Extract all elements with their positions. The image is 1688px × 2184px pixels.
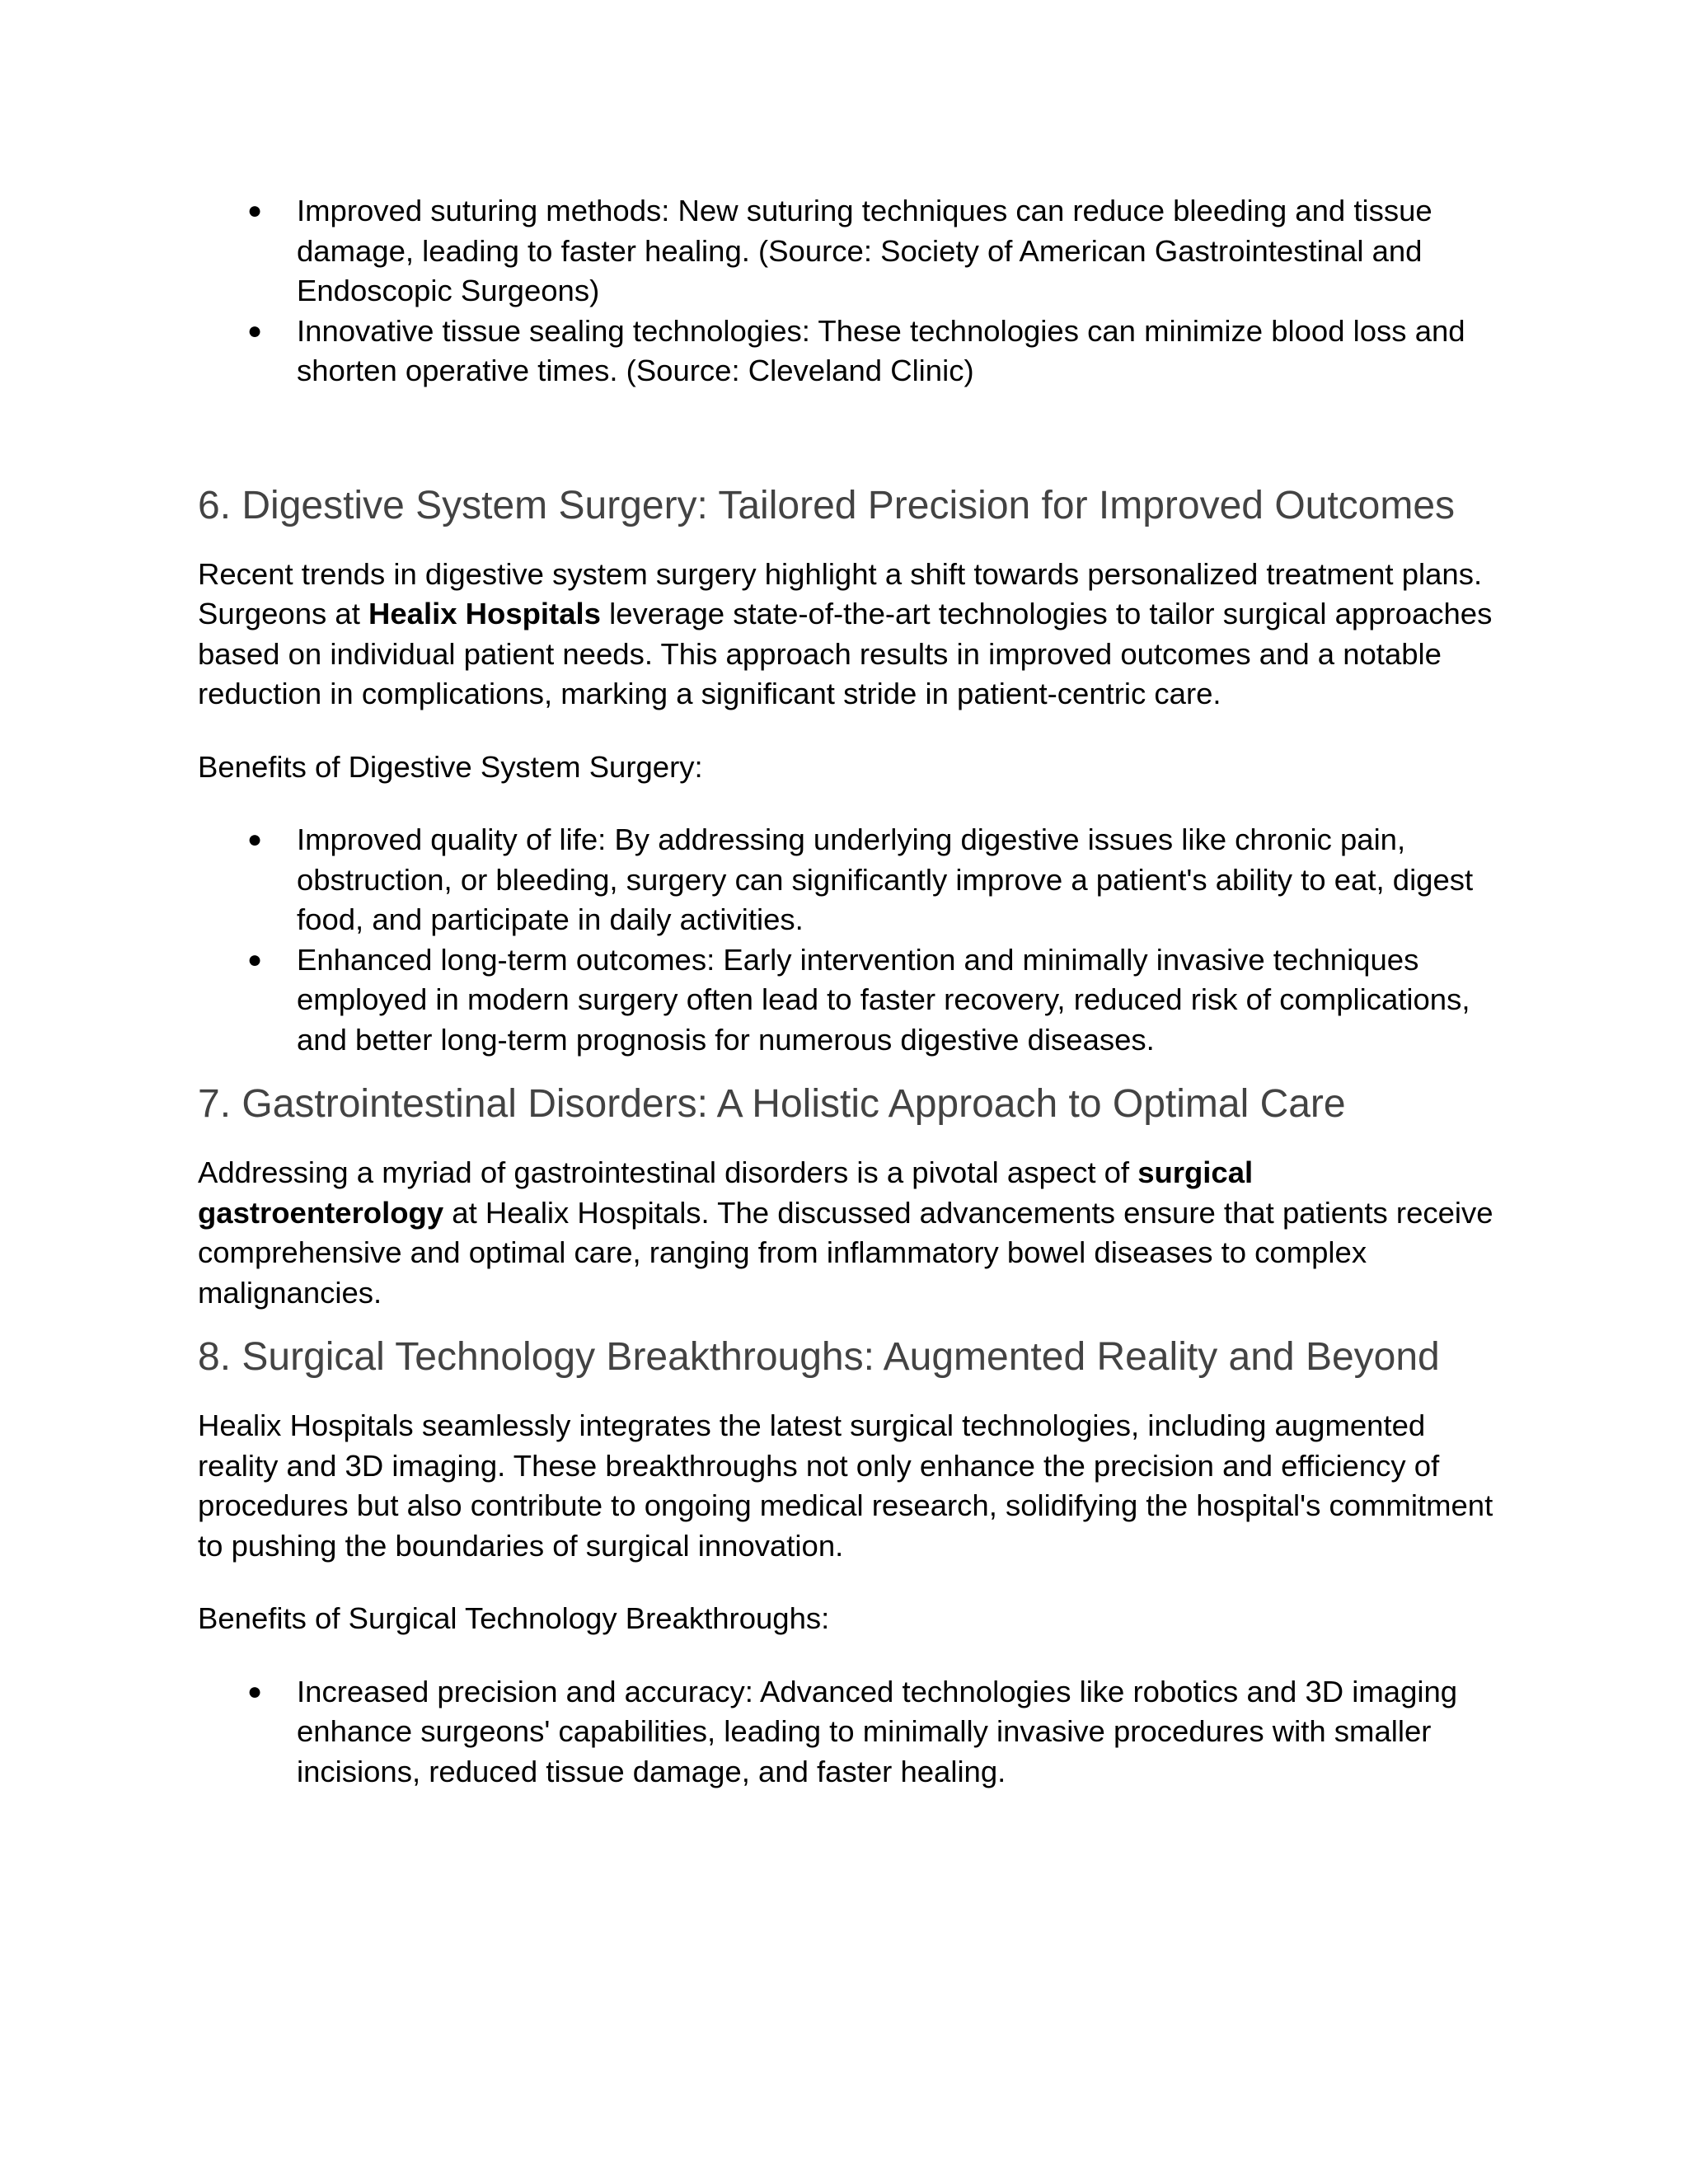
section-7-text-end: at Healix Hospitals. The discussed advancements ensure that patients receive comprehensive and optimal care, ranging from inflammatory bowel diseases to complex malignancies. (198, 1195, 1493, 1310)
bullet-icon: ● (247, 945, 263, 973)
list-item-text: Improved suturing methods: New suturing techniques can reduce bleeding and tissue damage, leading to faster healing. (Source: Society of American Gastrointestinal and Endoscopic Surgeons) (297, 194, 1432, 307)
section-8-bullet-list (198, 1672, 1496, 1793)
list-item (198, 940, 1496, 1061)
section-7-paragraph (198, 1153, 1496, 1313)
section-8-paragraph: Healix Hospitals seamlessly integrates the latest surgical technologies, including augmented reality and 3D imaging. These breakthroughs not only enhance the precision and efficiency of procedures but also contribute to ongoing medical research, solidifying the hospital's commitment to pushing the boundaries of surgical innovation. (198, 1408, 1493, 1563)
list-item-text: Innovative tissue sealing technologies: These technologies can minimize blood loss and shorten operative times. (Source: Cleveland Clinic) (297, 313, 1465, 387)
section-6-benefits-label: Benefits of Digestive System Surgery: (198, 749, 703, 784)
section-8-benefits-label: Benefits of Surgical Technology Breakthroughs: (198, 1601, 830, 1635)
bullet-icon: ● (247, 316, 263, 344)
list-item (198, 191, 1496, 312)
section-6-heading: 6. Digestive System Surgery: Tailored Precision for Improved Outcomes (198, 483, 1456, 527)
section-6-bullet-list (198, 820, 1496, 1060)
list-item-text: Enhanced long-term outcomes: Early intervention and minimally invasive techniques employed in modern surgery often lead to faster recovery, reduced risk of complications, and better long-term prognosis for numerous digestive diseases. (297, 942, 1470, 1057)
page-content (198, 191, 1496, 1792)
list-item-text: Increased precision and accuracy: Advanced technologies like robotics and 3D imaging enhance surgeons' capabilities, leading to minimally invasive procedures with smaller incisions, reduced tissue damage, and faster healing. (297, 1674, 1458, 1788)
list-item (198, 312, 1496, 391)
section-6-text-end: leverage state-of-the-art technologies to tailor surgical approaches based on individual patient needs. This approach results in improved outcomes and a notable reduction in complications, marking a significant stride in patient-centric care. (198, 597, 1493, 710)
healix-hospitals-bold: Healix Hospitals (368, 597, 601, 630)
section-7-heading: 7. Gastrointestinal Disorders: A Holistic Approach to Optimal Care (198, 1082, 1346, 1126)
section-6-text-start: Recent trends in digestive system surgery highlight a shift towards personalized treatment plans. Surgeons at (198, 556, 1483, 630)
list-item (198, 1672, 1496, 1793)
bullet-icon: ● (247, 826, 263, 853)
section-8-heading: 8. Surgical Technology Breakthroughs: Augmented Reality and Beyond (198, 1335, 1440, 1379)
top-bullet-list (198, 191, 1496, 391)
surgical-gastroenterology-bold: surgical gastroenterology (198, 1155, 1254, 1230)
list-item (198, 820, 1496, 940)
bullet-icon: ● (247, 197, 263, 224)
bullet-icon: ● (247, 1677, 263, 1705)
section-6-paragraph (198, 555, 1496, 715)
list-item-text: Improved quality of life: By addressing underlying digestive issues like chronic pain, obstruction, or bleeding, surgery can significantly improve a patient's ability to eat, digest food, and participate in daily activities. (297, 823, 1474, 936)
section-7-text-start: Addressing a myriad of gastrointestinal disorders is a pivotal aspect of (198, 1155, 1138, 1189)
